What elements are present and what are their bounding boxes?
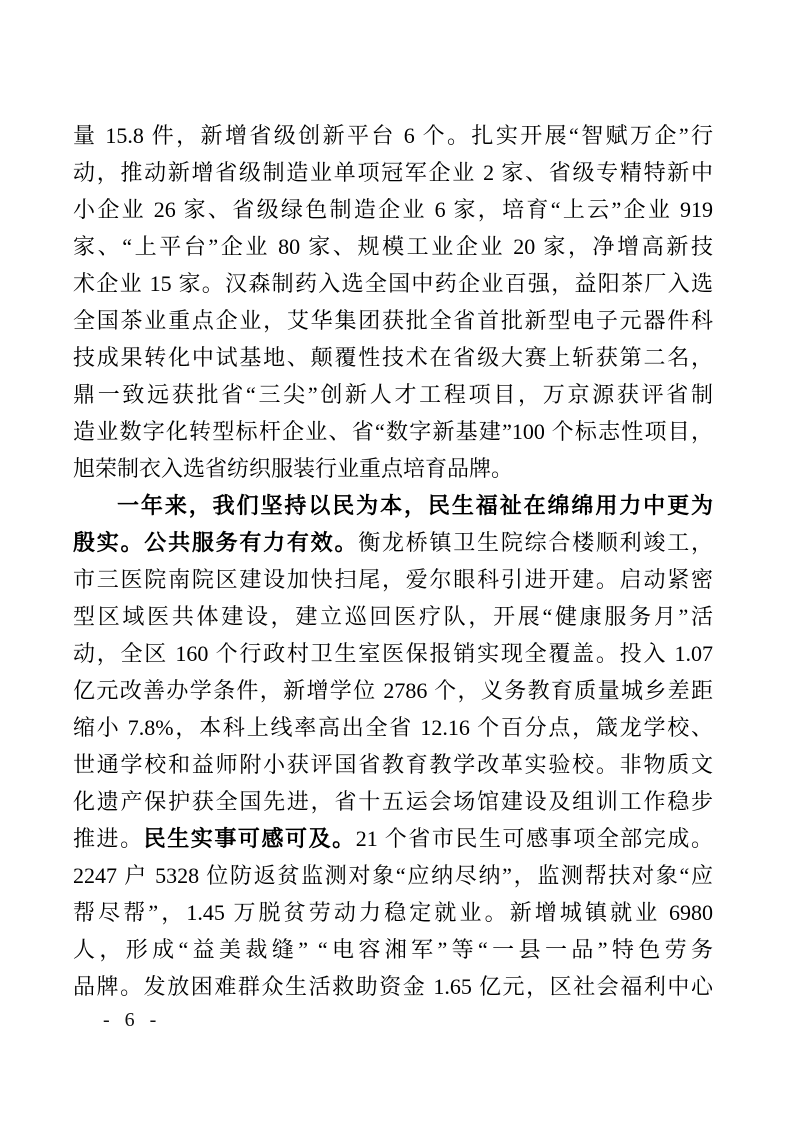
text-line (73, 931, 713, 968)
text-line (73, 154, 713, 191)
text-line (73, 746, 713, 783)
text-run: 技成果转化中试基地、颠覆性技术在省级大赛上斩获第二名， (73, 345, 713, 370)
text-run: 品牌。发放困难群众生活救助资金 1.65 亿元，区社会福利中心 (73, 974, 713, 999)
document-body (73, 117, 713, 1005)
text-run: 鼎一致远获批省“三尖”创新人才工程项目，万京源获评省制 (73, 382, 713, 407)
text-line (73, 598, 713, 635)
text-run: 衡龙桥镇卫生院综合楼顺利竣工， (358, 530, 713, 555)
text-line (73, 191, 713, 228)
text-line (73, 968, 713, 1005)
bold-text-run: 一年来，我们坚持以民为本，民生福祉在绵绵用力中更为 (117, 493, 713, 518)
text-run: 世通学校和益师附小获评国省教育教学改革实验校。非物质文 (73, 752, 713, 777)
text-run: 动，全区 160 个行政村卫生室医保报销实现全覆盖。投入 1.07 (73, 641, 713, 666)
text-line (73, 228, 713, 265)
text-line (73, 820, 713, 857)
text-run: 21 个省市民生可感事项全部完成。 (355, 826, 713, 851)
text-run: 家、“上平台”企业 80 家、规模工业企业 20 家，净增高新技 (73, 234, 713, 259)
text-run: 型区域医共体建设，建立巡回医疗队，开展“健康服务月”活 (73, 604, 713, 629)
text-run: 量 15.8 件，新增省级创新平台 6 个。扎实开展“智赋万企”行 (73, 123, 713, 148)
text-line (73, 339, 713, 376)
text-run: 2247 户 5328 位防返贫监测对象“应纳尽纳”，监测帮扶对象“应 (73, 863, 713, 888)
text-run: 帮尽帮”，1.45 万脱贫劳动力稳定就业。新增城镇就业 6980 (73, 900, 713, 925)
text-line (73, 635, 713, 672)
text-line (73, 302, 713, 339)
text-line (73, 894, 713, 931)
text-run: 造业数字化转型标杆企业、省“数字新基建”100 个标志性项目， (73, 419, 713, 444)
text-run: 术企业 15 家。汉森制药入选全国中药企业百强，益阳茶厂入选 (73, 271, 713, 296)
text-run: 市三医院南院区建设加快扫尾，爱尔眼科引进开建。启动紧密 (73, 567, 713, 592)
bold-text-run: 殷实。公共服务有力有效。 (73, 530, 359, 555)
text-run: 全国茶业重点企业，艾华集团获批全省首批新型电子元器件科 (73, 308, 713, 333)
text-line (73, 857, 713, 894)
text-line (73, 117, 713, 154)
text-line (73, 672, 713, 709)
text-line (73, 487, 713, 524)
text-line (73, 450, 713, 487)
text-line (73, 524, 713, 561)
text-run: 亿元改善办学条件，新增学位 2786 个，义务教育质量城乡差距 (73, 678, 713, 703)
text-run: 小企业 26 家、省级绿色制造企业 6 家，培育“上云”企业 919 (73, 197, 713, 222)
text-line (73, 413, 713, 450)
bold-text-run: 民生实事可感可及。 (143, 826, 356, 851)
text-line (73, 561, 713, 598)
text-line (73, 709, 713, 746)
text-run: 缩小 7.8%，本科上线率高出全省 12.16 个百分点，箴龙学校、 (73, 715, 713, 740)
text-run: 化遗产保护获全国先进，省十五运会场馆建设及组训工作稳步 (73, 789, 713, 814)
text-line (73, 265, 713, 302)
text-run: 推进。 (73, 826, 144, 851)
text-line (73, 376, 713, 413)
text-run: 旭荣制衣入选省纺织服装行业重点培育品牌。 (73, 456, 514, 481)
text-line (73, 783, 713, 820)
page-number: - 6 - (103, 1009, 162, 1031)
text-run: 人，形成“益美裁缝” “电容湘军”等“一县一品”特色劳务 (73, 937, 713, 962)
text-run: 动，推动新增省级制造业单项冠军企业 2 家、省级专精特新中 (73, 160, 713, 185)
